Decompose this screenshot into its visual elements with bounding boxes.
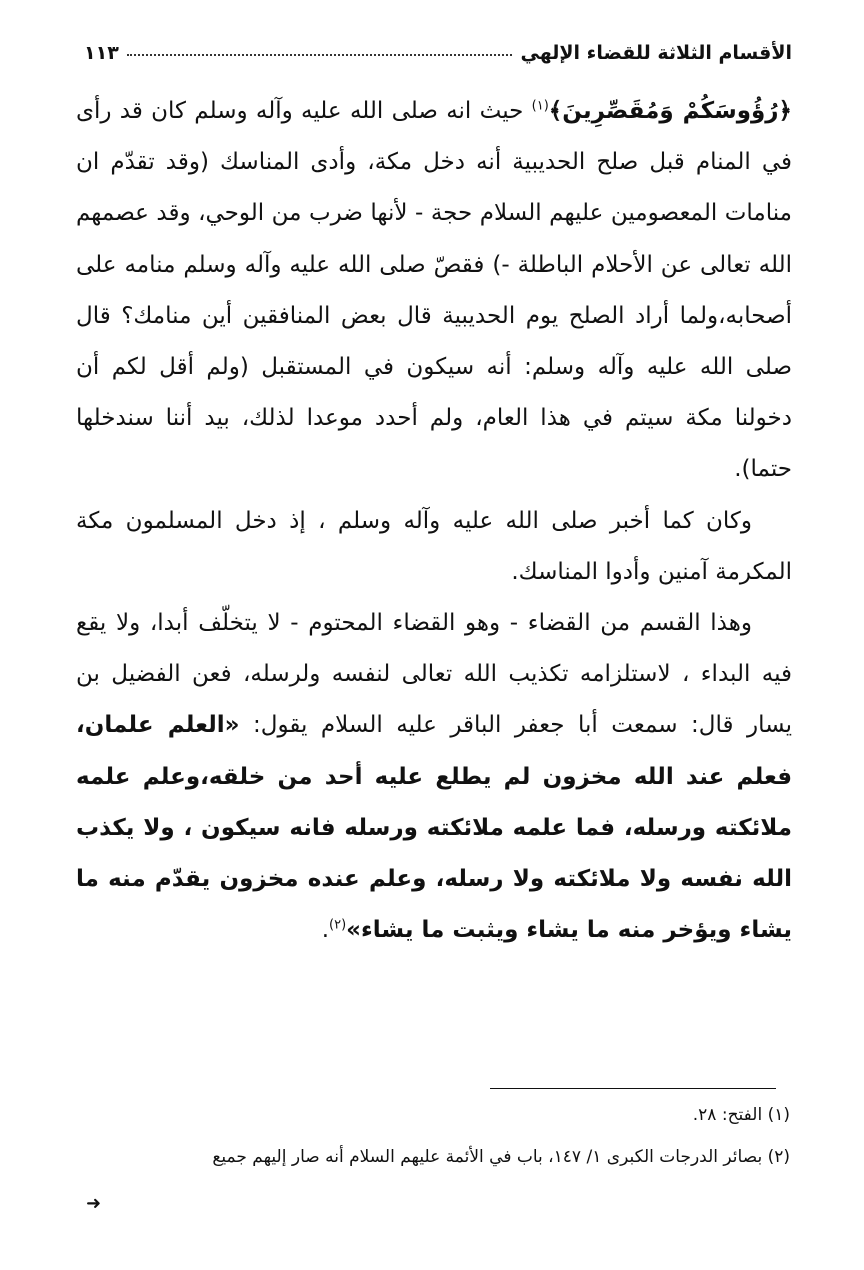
hadith-quote: «العلم علمان، فعلم عند الله مخزون لم يطلع عليه أحد من خلقه،وعلم علمه ملائكته ورسله، فما علمه ملائكته ورسله فانه سيكون ، ولا يكذب الله نفسه ولا ملائكته ولا رسله، وعلم عنده مخزون يقدّم منه ما يشاء ويؤخر منه ما يشاء ويثبت ما يشاء» <box>76 712 792 944</box>
paragraph-3-text: وهذا القسم من القضاء - وهو القضاء المحتوم - لا يتخلّف أبدا، ولا يقع فيه البداء ، لاستلزامه تكذيب الله تعالى لنفسه ولرسله، فعن الفضيل بن يسار قال: سمعت أبا جعفر الباقر عليه السلام يقول: <box>76 610 792 739</box>
footnote-ref-1[interactable]: (١) <box>531 98 549 114</box>
page-body <box>76 86 792 956</box>
paragraph-1 <box>76 86 792 496</box>
left-arrow-icon: ➜ <box>86 1193 102 1214</box>
footnote-1: (١) الفتح: ٢٨. <box>692 1105 790 1125</box>
footnote-2: (٢) بصائر الدرجات الكبرى ١/ ١٤٧، باب في الأئمة عليهم السلام أنه صار إليهم جميع <box>212 1147 790 1167</box>
paragraph-3-end: . <box>321 917 330 944</box>
running-header <box>84 30 792 64</box>
chapter-title: الأقسام الثلاثة للقضاء الإلهي <box>520 42 792 64</box>
header-dot-leader <box>127 54 513 56</box>
footnotes <box>78 1101 790 1185</box>
paragraph-2-text: وكان كما أخبر صلى الله عليه وآله وسلم ، إذ دخل المسلمون مكة المكرمة آمنين وأدوا المناسك. <box>76 507 792 585</box>
footnote-ref-2[interactable]: (٢) <box>329 917 347 933</box>
paragraph-3 <box>76 598 792 956</box>
paragraph-1-text: حيث انه صلى الله عليه وآله وسلم كان قد رأى في المنام قبل صلح الحديبية أنه دخل مكة، وأدى المناسك (وقد تقدّم ان منامات المعصومين عليهم السلام حجة - لأنها ضرب من الوحي، وقد عصمهم الله تعالى عن الأحلام الباطلة -) فقصّ صلى الله عليه وآله وسلم منامه على أصحابه،ولما أراد الصلح يوم الحديبية قال بعض المنافقين أين منامك؟ قال صلى الله عليه وآله وسلم: أنه سيكون في المستقبل (ولم أقل لكم أن دخولنا مكة سيتم في هذا العام، ولم أحدد موعدا لذلك، بيد أننا سندخلها حتما). <box>76 98 792 483</box>
footnote-separator <box>490 1088 776 1089</box>
quran-verse: ﴿رُؤُوسَكُمْ وَمُقَصِّرِينَ﴾ <box>548 98 793 124</box>
paragraph-2 <box>76 496 792 598</box>
page-number: ١١٣ <box>84 42 119 64</box>
